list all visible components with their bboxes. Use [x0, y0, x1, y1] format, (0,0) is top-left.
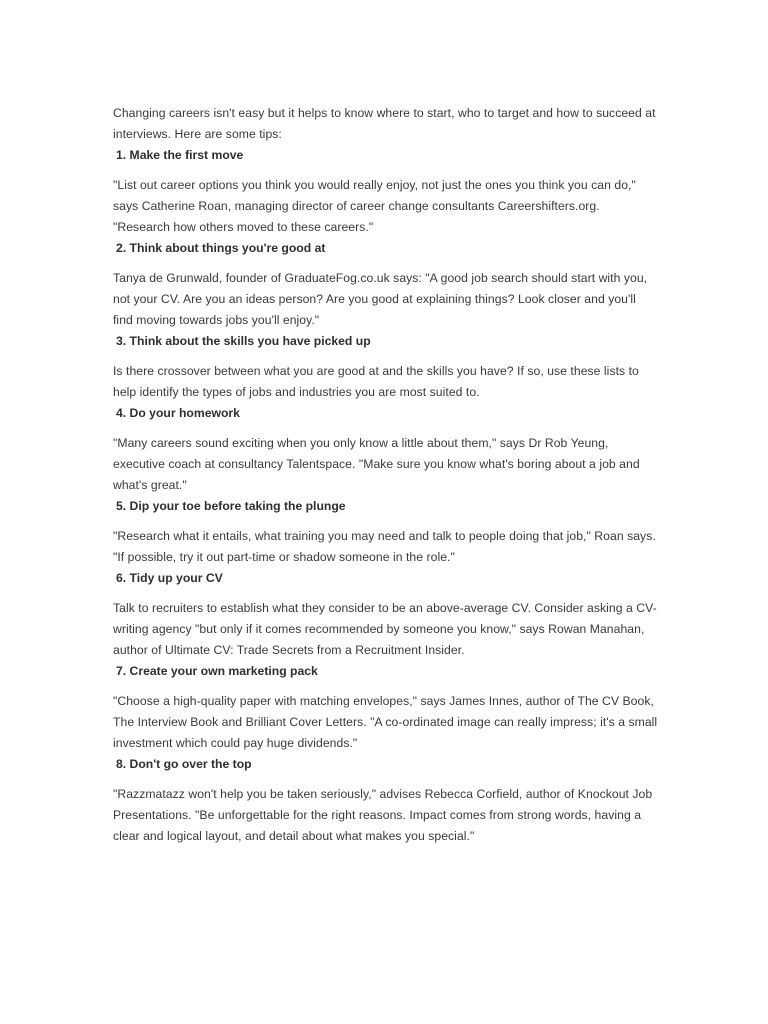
tip-body: "List out career options you think you would really enjoy, not just the ones you think you can do," says Catherine Roan, managing director of career change consultants Careershifters.org. "Research how others moved to these careers." [113, 178, 636, 234]
tip-heading: 1. Make the first move [116, 148, 244, 162]
tip-body: "Razzmatazz won't help you be taken seriously," advises Rebecca Corfield, author of Knockout Job Presentations. "Be unforgettable for the right reasons. Impact comes from strong words, having a clear and logical layout, and detail about what makes you special." [113, 787, 653, 843]
tip-2 [113, 238, 658, 331]
tip-8 [113, 754, 658, 847]
tip-heading: 3. Think about the skills you have picked up [116, 334, 371, 348]
document-page [113, 103, 658, 847]
tip-3 [113, 331, 658, 403]
tip-heading: 7. Create your own marketing pack [116, 664, 318, 678]
tip-1 [113, 145, 658, 238]
tip-body: "Choose a high-quality paper with matching envelopes," says James Innes, author of The CV Book, The Interview Book and Brilliant Cover Letters. "A co-ordinated image can really impress; it's a small investment which could pay huge dividends." [113, 694, 658, 750]
tip-5 [113, 496, 658, 568]
tip-6 [113, 568, 658, 661]
tip-heading: 6. Tidy up your CV [116, 571, 223, 585]
tip-body: Is there crossover between what you are good at and the skills you have? If so, use these lists to help identify the types of jobs and industries you are most suited to. [113, 364, 639, 399]
tip-heading: 5. Dip your toe before taking the plunge [116, 499, 346, 513]
intro-paragraph: Changing careers isn't easy but it helps to know where to start, who to target and how to succeed at interviews. Here are some tips: [113, 106, 656, 141]
tip-body: Tanya de Grunwald, founder of GraduateFog.co.uk says: "A good job search should start with you, not your CV. Are you an ideas person? Are you good at explaining things? Look closer and you'll find moving towards jobs you'll enjoy." [113, 271, 648, 327]
tip-heading: 4. Do your homework [116, 406, 240, 420]
tip-body: Talk to recruiters to establish what they consider to be an above-average CV. Consider asking a CV-writing agency "but only if it comes recommended by someone you know," says Rowan Manahan, author of Ultimate CV: Trade Secrets from a Recruitment Insider. [113, 601, 657, 657]
tip-7 [113, 661, 658, 754]
tip-heading: 2. Think about things you're good at [116, 241, 326, 255]
tip-body: "Many careers sound exciting when you only know a little about them," says Dr Rob Yeung, executive coach at consultancy Talentspace. "Make sure you know what's boring about a job and what's great." [113, 436, 640, 492]
tip-heading: 8. Don't go over the top [116, 757, 252, 771]
tip-body: "Research what it entails, what training you may need and talk to people doing that job," Roan says. "If possible, try it out part-time or shadow someone in the role." [113, 529, 656, 564]
tip-4 [113, 403, 658, 496]
